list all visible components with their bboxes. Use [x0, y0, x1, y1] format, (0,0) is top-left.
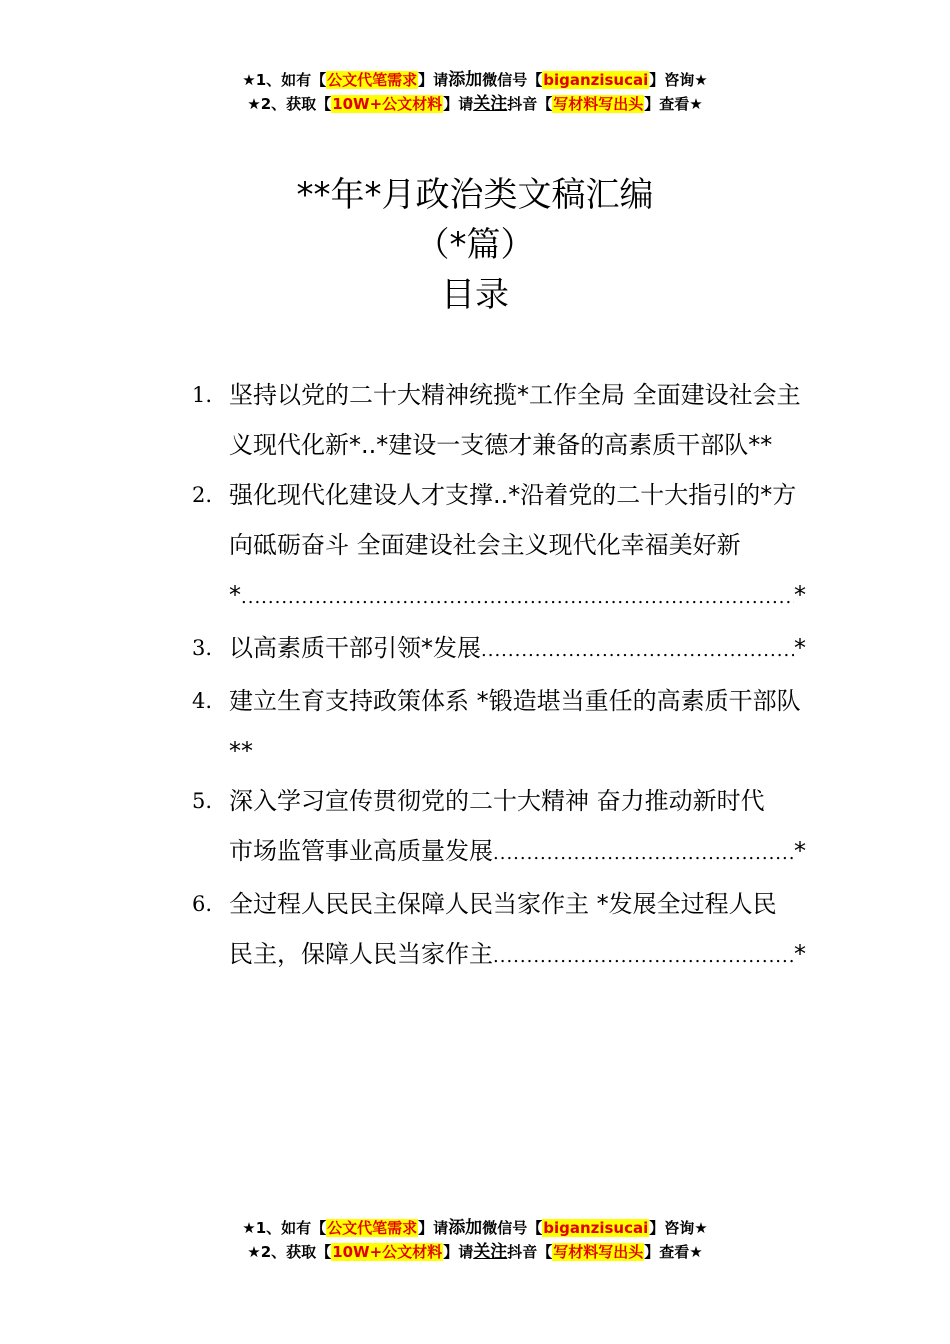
banner-text: 】请 — [443, 95, 474, 113]
banner-emphasis: 添加 — [448, 1218, 483, 1238]
banner-emphasis: 关注 — [473, 1242, 508, 1262]
toc-item-title: 强化现代化建设人才支撑..*沿着党的二十大指引的*方向砥砺奋斗 全面建设社会主义现代化幸福美好新 — [229, 481, 797, 559]
toc-leader-line — [229, 826, 806, 879]
banner-text: 】查看★ — [644, 1243, 703, 1261]
toc-leader-line — [229, 623, 806, 676]
toc-dot-leader — [241, 573, 794, 623]
banner-highlight: 写材料写出头 — [553, 95, 644, 113]
banner-highlight: 10W+公文材料 — [332, 1243, 443, 1261]
banner-highlight: biganzisucai — [543, 71, 649, 89]
banner-text: 微信号【 — [482, 71, 543, 89]
toc-dot-leader — [493, 932, 794, 982]
toc-item[interactable] — [192, 676, 806, 776]
banner-highlight: 公文代笔需求 — [327, 1219, 418, 1237]
table-of-contents — [192, 370, 806, 982]
banner-text: 抖音【 — [507, 1243, 553, 1261]
toc-item-tail: * — [229, 581, 241, 609]
toc-item-title: 以高素质干部引领*发展 — [229, 634, 481, 662]
toc-item-number: 5. — [192, 789, 213, 813]
banner-text: 微信号【 — [482, 1219, 543, 1237]
banner-text: 】咨询★ — [649, 71, 708, 89]
toc-item-tail: 民主，保障人民当家作主 — [229, 940, 493, 968]
banner-emphasis: 关注 — [473, 94, 508, 114]
toc-leader-line — [229, 570, 806, 623]
banner-text: 】查看★ — [644, 95, 703, 113]
document-title — [0, 170, 950, 320]
toc-item-title: 全过程人民民主保障人民当家作主 *发展全过程人民 — [229, 890, 777, 918]
toc-item-title: 建立生育支持政策体系 *锻造堪当重任的高素质干部队** — [229, 687, 801, 765]
banner-text: 】请 — [418, 1219, 449, 1237]
toc-item-number: 4. — [192, 689, 213, 713]
toc-item[interactable] — [192, 879, 806, 982]
toc-page-number: * — [794, 634, 806, 662]
toc-item[interactable] — [192, 623, 806, 676]
title-line-3: 目录 — [441, 275, 509, 315]
toc-item-title: 坚持以党的二十大精神统揽*工作全局 全面建设社会主义现代化新*..*建设一支德才兼备的高素质干部队** — [229, 381, 801, 459]
banner-text: ★2、获取【 — [247, 1243, 332, 1261]
banner-text: ★2、获取【 — [247, 95, 332, 113]
toc-item-number: 2. — [192, 483, 213, 507]
banner-line-2 — [0, 92, 950, 116]
toc-page-number: * — [794, 940, 806, 968]
toc-item[interactable] — [192, 370, 806, 470]
banner-line-1 — [0, 68, 950, 92]
banner-text: 】咨询★ — [649, 1219, 708, 1237]
banner-line-1 — [0, 1216, 950, 1240]
toc-item[interactable] — [192, 470, 806, 623]
banner-highlight: 10W+公文材料 — [332, 95, 443, 113]
banner-text: 】请 — [418, 71, 449, 89]
toc-item-number: 3. — [192, 636, 213, 660]
banner-line-2 — [0, 1240, 950, 1264]
footer-banner — [0, 1216, 950, 1264]
toc-item-number: 1. — [192, 383, 213, 407]
toc-dot-leader — [493, 829, 794, 879]
toc-item-tail: 市场监管事业高质量发展 — [229, 837, 493, 865]
banner-text: 】请 — [443, 1243, 474, 1261]
toc-page-number: * — [794, 581, 806, 609]
banner-highlight: 写材料写出头 — [553, 1243, 644, 1261]
banner-text: ★1、如有【 — [242, 71, 327, 89]
title-line-1: **年*月政治类文稿汇编 — [296, 175, 654, 215]
title-line-2: （*篇） — [415, 225, 535, 265]
banner-text: ★1、如有【 — [242, 1219, 327, 1237]
header-banner — [0, 68, 950, 116]
toc-item-title: 深入学习宣传贯彻党的二十大精神 奋力推动新时代 — [229, 787, 765, 815]
toc-dot-leader — [481, 626, 794, 676]
toc-leader-line — [229, 929, 806, 982]
banner-highlight: 公文代笔需求 — [327, 71, 418, 89]
toc-item[interactable] — [192, 776, 806, 879]
banner-emphasis: 添加 — [448, 70, 483, 90]
toc-page-number: * — [794, 837, 806, 865]
toc-item-number: 6. — [192, 892, 213, 916]
banner-text: 抖音【 — [507, 95, 553, 113]
banner-highlight: biganzisucai — [543, 1219, 649, 1237]
